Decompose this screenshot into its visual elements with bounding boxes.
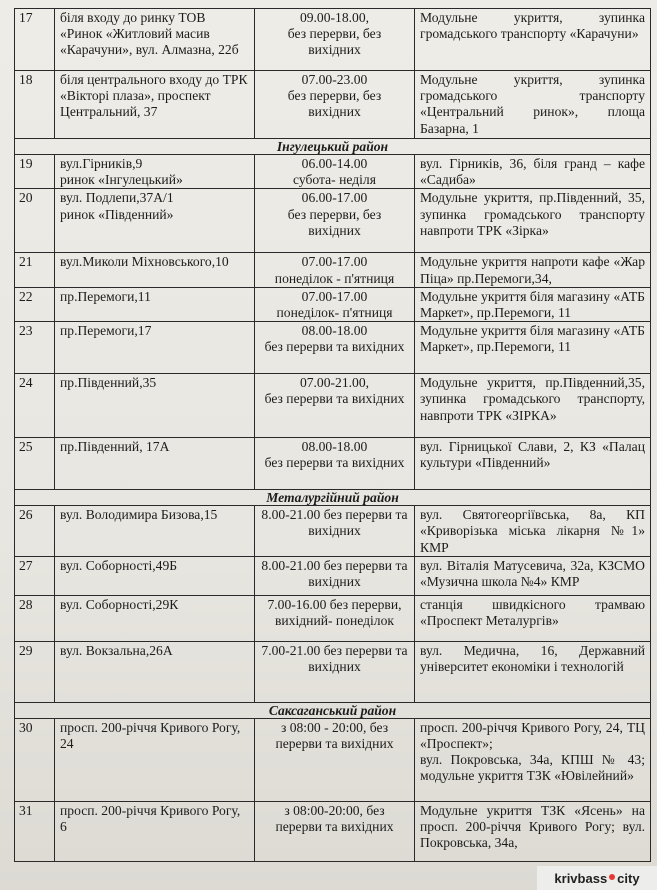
address-cell [55, 595, 255, 641]
address-cell [55, 438, 255, 490]
row-number [15, 9, 55, 71]
address-cell-text: вул. Вокзальна,26А [60, 642, 173, 658]
address-cell [55, 189, 255, 253]
table-row [15, 9, 651, 71]
row-number [15, 801, 55, 861]
address-cell-text: біля входу до ринку ТОВ «Ринок «Житловий масив «Карачуни», вул. Алмазна, 22б [60, 10, 239, 58]
row-number [15, 595, 55, 641]
row-number-text: 17 [19, 10, 33, 25]
address-cell [55, 718, 255, 801]
hours-cell-text: 07.00-21.00, без перерви та вихідних [264, 375, 405, 407]
table-row [15, 641, 651, 702]
row-number [15, 253, 55, 287]
address-cell [55, 641, 255, 702]
address-cell-text: пр.Перемоги,17 [60, 323, 152, 339]
row-number [15, 641, 55, 702]
district-title: Інгулецький район [15, 139, 651, 155]
watermark-right: city [617, 870, 640, 886]
row-number-text: 29 [19, 642, 33, 658]
table-row [15, 438, 651, 490]
row-number [15, 71, 55, 139]
watermark-dot-icon [609, 874, 615, 880]
table-row [15, 595, 651, 641]
location-cell-text: Модульне укриття, зупинка громадського транспорту «Карачуни» [420, 10, 645, 42]
hours-cell [255, 253, 415, 287]
location-cell-text: Модульне укриття, пр.Південний, 35, зупинка громадського транспорту навпроти ТРК «Зірка» [420, 190, 645, 238]
hours-cell-text: 06.00-14.00 субота- неділя [293, 156, 376, 188]
table-row [15, 155, 651, 189]
address-cell [55, 801, 255, 861]
row-number-text: 31 [19, 802, 33, 818]
location-cell-text: вул. Гірницької Слави, 2, КЗ «Палац культури «Південний» [420, 439, 645, 471]
location-cell-text: вул. Гірників, 36, біля гранд – кафе «Садиба» [420, 156, 645, 188]
row-number [15, 322, 55, 374]
location-cell [415, 71, 651, 139]
location-cell [415, 506, 651, 557]
location-cell [415, 438, 651, 490]
address-cell-text: пр.Південний, 17А [60, 439, 170, 455]
hours-cell [255, 801, 415, 861]
hours-cell-text: 06.00-17.00 без перерви, без вихідних [287, 190, 382, 238]
location-cell [415, 9, 651, 71]
row-number-text: 19 [19, 156, 33, 171]
row-number [15, 374, 55, 438]
address-cell-text: пр.Південний,35 [60, 375, 157, 391]
row-number-text: 27 [19, 557, 33, 573]
row-number [15, 556, 55, 595]
table-row [15, 71, 651, 139]
address-cell [55, 9, 255, 71]
hours-cell-text: 07.00-17.00 понеділок - п'ятниця [274, 254, 395, 286]
hours-cell-text: 08.00-18.00 без перерви та вихідних [264, 323, 405, 355]
location-cell-text: станція швидкісного трамваю «Проспект Металургів» [420, 596, 645, 629]
location-cell [415, 556, 651, 595]
address-cell-text: вул.Гірників,9 ринок «Інгулецький» [60, 156, 183, 188]
table-row [15, 374, 651, 438]
hours-cell [255, 9, 415, 71]
location-cell-text: вул. Віталія Матусевича, 32а, КЗСМО «Музична школа №4» КМР [420, 557, 645, 590]
row-number-text: 23 [19, 323, 33, 339]
shelters-table [14, 8, 651, 862]
location-cell [415, 155, 651, 189]
address-cell [55, 287, 255, 321]
location-cell [415, 287, 651, 321]
location-cell-text: Модульне укриття біля магазину «АТБ Маркет», пр.Перемоги, 11 [420, 323, 645, 355]
watermark-left: krivbass [554, 870, 608, 886]
hours-cell-text: 8.00-21.00 без перерви та вихідних [261, 507, 408, 539]
row-number-text: 18 [19, 72, 33, 87]
location-cell-text: вул. Медична, 16, Державний університет економіки і технологій [420, 642, 645, 675]
hours-cell-text: 8.00-21.00 без перерви та вихідних [261, 557, 408, 590]
row-number [15, 718, 55, 801]
table-row [15, 253, 651, 287]
hours-cell-text: 09.00-18.00, без перерви, без вихідних [287, 10, 382, 58]
row-number [15, 189, 55, 253]
location-cell [415, 253, 651, 287]
location-cell-text: Модульне укриття напроти кафе «Жар Піца» пр.Перемоги,34, [420, 254, 645, 286]
row-number-text: 22 [19, 288, 33, 304]
address-cell [55, 374, 255, 438]
address-cell-text: просп. 200-річчя Кривого Рогу, 6 [60, 802, 241, 835]
address-cell-text: пр.Перемоги,11 [60, 288, 151, 304]
address-cell [55, 322, 255, 374]
location-cell-text: Модульне укриття біля магазину «АТБ Маркет», пр.Перемоги, 11 [420, 288, 645, 321]
hours-cell [255, 155, 415, 189]
row-number-text: 25 [19, 439, 33, 455]
hours-cell-text: 7.00-21.00 без перерви та вихідних [261, 642, 408, 675]
district-header-row [15, 490, 651, 506]
row-number [15, 506, 55, 557]
row-number [15, 287, 55, 321]
location-cell-text: Модульне укриття, пр.Південний,35, зупинка громадського транспорту, навпроти ТРК «ЗІРКА» [420, 375, 645, 423]
row-number-text: 26 [19, 507, 33, 523]
hours-cell-text: 7.00-16.00 без перерви, вихідний- понеділок [267, 596, 402, 629]
table-row [15, 322, 651, 374]
location-cell [415, 801, 651, 861]
location-cell-text: просп. 200-річчя Кривого Рогу, 24, ТЦ «Проспект»; вул. Покровська, 34а, КПШ № 43; модульне укриття ТЗК «Ювілейний» [420, 719, 645, 784]
hours-cell-text: 08.00-18.00 без перерви та вихідних [264, 439, 405, 471]
hours-cell [255, 641, 415, 702]
location-cell [415, 718, 651, 801]
row-number-text: 20 [19, 190, 33, 206]
hours-cell-text: 07.00-23.00 без перерви, без вихідних [287, 72, 382, 120]
location-cell [415, 322, 651, 374]
table-row [15, 718, 651, 801]
district-header-row [15, 702, 651, 718]
address-cell-text: просп. 200-річчя Кривого Рогу, 24 [60, 719, 241, 752]
hours-cell [255, 322, 415, 374]
address-cell-text: вул. Володимира Бизова,15 [60, 507, 218, 523]
row-number-text: 21 [19, 254, 33, 270]
location-cell-text: Модульне укриття, зупинка громадського транспорту «Центральний ринок», площа Базарна, 1 [420, 72, 645, 136]
address-cell [55, 71, 255, 139]
district-title: Саксаганський район [15, 702, 651, 718]
hours-cell [255, 438, 415, 490]
hours-cell [255, 718, 415, 801]
table-row [15, 506, 651, 557]
row-number [15, 438, 55, 490]
district-header-row [15, 139, 651, 155]
address-cell-text: біля центрального входу до ТРК «Вікторі плаза», проспект Центральний, 37 [60, 72, 248, 120]
address-cell-text: вул.Миколи Міхновського,10 [60, 254, 229, 270]
address-cell [55, 253, 255, 287]
hours-cell-text: з 08:00-20:00, без перерви та вихідних [275, 802, 394, 835]
address-cell-text: вул. Подлепи,37А/1 ринок «Південний» [60, 190, 174, 222]
site-watermark [537, 866, 657, 890]
address-cell [55, 556, 255, 595]
table-row [15, 801, 651, 861]
location-cell [415, 374, 651, 438]
hours-cell [255, 189, 415, 253]
row-number-text: 24 [19, 375, 33, 391]
table-row [15, 287, 651, 321]
hours-cell [255, 71, 415, 139]
row-number-text: 28 [19, 596, 33, 612]
location-cell [415, 189, 651, 253]
address-cell-text: вул. Соборності,29К [60, 596, 179, 612]
table-row [15, 189, 651, 253]
district-title: Металургійний район [15, 490, 651, 506]
location-cell-text: Модульне укриття ТЗК «Ясень» на просп. 200-річчя Кривого Рогу; вул. Покровська, 34а, [420, 802, 645, 851]
row-number-text: 30 [19, 719, 33, 735]
table-row [15, 556, 651, 595]
hours-cell-text: з 08:00 - 20:00, без перерви та вихідних [275, 719, 394, 752]
address-cell [55, 506, 255, 557]
hours-cell [255, 556, 415, 595]
table-body [15, 9, 651, 862]
hours-cell [255, 595, 415, 641]
hours-cell-text: 07.00-17.00 понеділок- п'ятниця [276, 288, 393, 321]
location-cell [415, 595, 651, 641]
location-cell [415, 641, 651, 702]
location-cell-text: вул. Святогеоргіївська, 8а, КП «Криворізька міська лікарня №1» КМР [420, 507, 645, 555]
row-number [15, 155, 55, 189]
address-cell-text: вул. Соборності,49Б [60, 557, 178, 573]
hours-cell [255, 287, 415, 321]
hours-cell [255, 374, 415, 438]
address-cell [55, 155, 255, 189]
hours-cell [255, 506, 415, 557]
